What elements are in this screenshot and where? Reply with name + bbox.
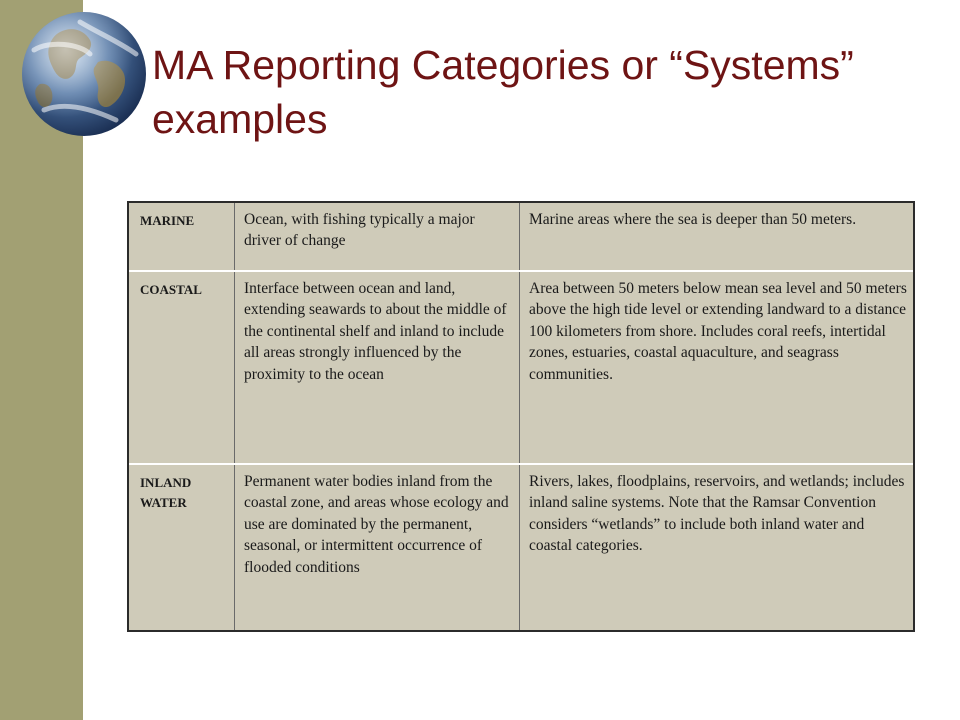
table-row bbox=[129, 270, 913, 463]
table-row bbox=[129, 203, 913, 270]
category-cell: MARINE bbox=[140, 213, 195, 228]
earth-globe-icon bbox=[20, 10, 148, 138]
category-cell: COASTAL bbox=[140, 282, 202, 297]
description-cell: Ocean, with fishing typically a major driver of change bbox=[234, 203, 520, 270]
description-cell: Interface between ocean and land, extending seawards to about the middle of the continental shelf and inland to include all areas strongly influenced by the proximity to the ocean bbox=[234, 272, 520, 463]
definition-cell: Marine areas where the sea is deeper than 50 meters. bbox=[529, 211, 857, 228]
slide-title: MA Reporting Categories or “Systems” examples bbox=[152, 42, 854, 142]
category-cell: INLAND WATER bbox=[140, 475, 192, 510]
table-row bbox=[129, 463, 913, 630]
definition-cell: Area between 50 meters below mean sea level and 50 meters above the high tide level or extending landward to a distance 100 kilometers from shore. Includes coral reefs, intertidal zones, estuaries, coastal aquaculture, and seagrass communities. bbox=[529, 280, 907, 383]
definition-cell: Rivers, lakes, floodplains, reservoirs, and wetlands; includes inland saline systems. Note that the Ramsar Convention considers “wetlands” to include both inland water and coastal categories. bbox=[529, 473, 905, 555]
description-cell: Permanent water bodies inland from the coastal zone, and areas whose ecology and use are dominated by the permanent, seasonal, or intermittent occurrence of flooded conditions bbox=[234, 465, 520, 630]
systems-table bbox=[127, 201, 915, 632]
